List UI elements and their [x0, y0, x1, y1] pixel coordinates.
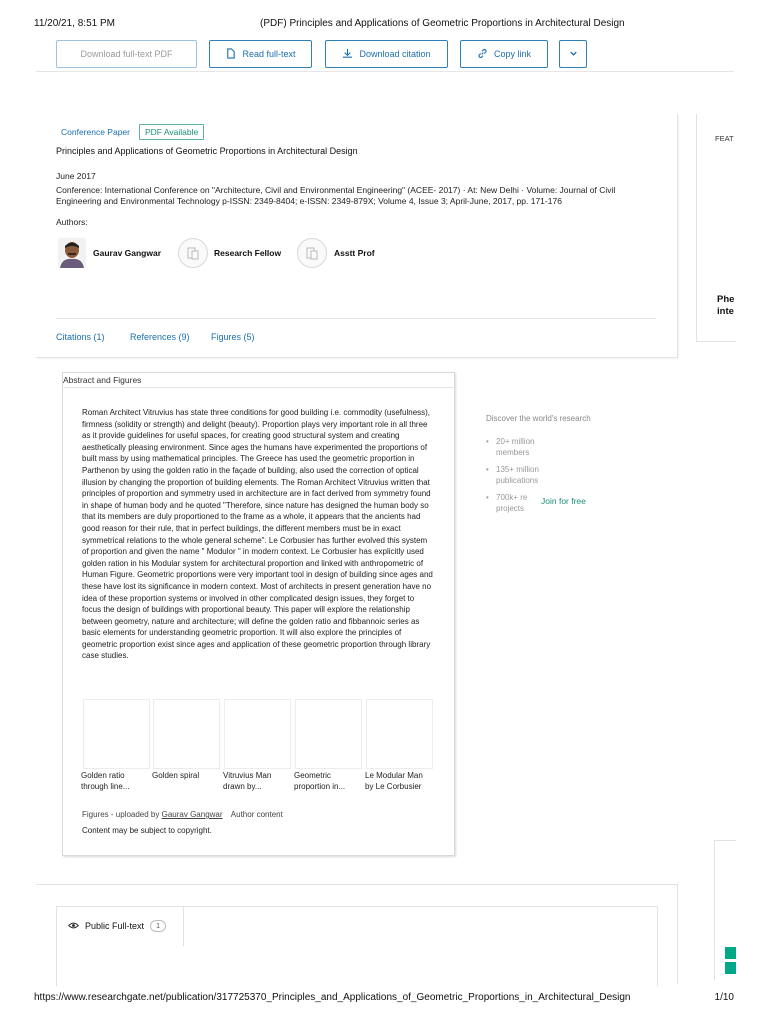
figure-thumbnail-1[interactable]: [83, 699, 150, 769]
figure-thumbnail-5[interactable]: [366, 699, 433, 769]
conference-paper-tag[interactable]: Conference Paper: [61, 127, 130, 137]
card-divider: [56, 318, 656, 319]
author-placeholder-icon[interactable]: [297, 238, 327, 268]
more-actions-button[interactable]: [559, 40, 587, 68]
tab-citations[interactable]: Citations (1): [56, 332, 105, 342]
figure-thumbnail-3[interactable]: [224, 699, 291, 769]
stat-projects: 700k+ re projects: [496, 493, 528, 513]
featured-side-panel: [696, 114, 736, 342]
print-header: [34, 18, 734, 32]
publication-title: Principles and Applications of Geometric Proportions in Architectural Design: [56, 146, 358, 156]
print-page-indicator: 1/10: [714, 992, 734, 1003]
author-name-2[interactable]: Research Fellow: [214, 248, 282, 258]
print-footer: [34, 992, 734, 1006]
featured-heading[interactable]: [717, 294, 734, 318]
publication-date: June 2017: [56, 171, 96, 181]
pdf-available-tag: PDF Available: [139, 124, 204, 140]
abstract-text: Roman Architect Vitruvius has state three conditions for good building i.e. commodity (usefulness), firmness (solidity or strength) and delight (beauty). Proportion plays very important role in all three as it provide guidelines for useful spaces, for creating good structural system and creating aesthetically pleasing environment. Since ages the humans have experimented the proportions of built mass by using mathematical principles. The Greece has used the geometric proportion in Parthenon by using the golden ratio in the façade of building, also used the correction of optical illusion by changing the proportion of building elements. The Roman Architect Vitruvius written that principles of proportion and symmetry used in architecture are in fact derived from symmetry found in shape of human body and he quoted "Therefore, since nature has designed the human body so that its members are duly proportioned to the frame as a whole, it appears that the ancients had good reason for their rule, that in perfect buildings, the different members must be in exact symmetrical relations to the whole general scheme". Le Corbusier has further evolved this system of proportion and given the name " Modulor " in modern context. Le Corbusier has explicitly used golden ration in his Modular system for architectural proportion and linked with anthropometric of Human Figure. Geometric proportions were very important tool in design of building since ages and these have lost its significance in modern context. Most of architects in present generation have no idea of these proportion systems or involved in other complicated design issues, they forget to focus the design of buildings with proportional beauty. This paper will explore the relationship between geometry, nature and architecture; will define the golden ratio and fibbannoic series as basic elements for understanding geometric proportion. It will also explore the principles of geometric proportion exist since ages and application of these geometric proportion through library case studies.: [82, 408, 433, 661]
accent-block: [725, 947, 736, 959]
download-pdf-label: Download full-text PDF: [80, 49, 173, 59]
eye-icon: [68, 921, 79, 932]
author-avatar[interactable]: [58, 238, 86, 268]
figure-thumbnail-2[interactable]: [153, 699, 220, 769]
author-placeholder-icon[interactable]: [178, 238, 208, 268]
print-datetime: 11/20/21, 8:51 PM: [34, 18, 115, 29]
figure-thumbnail-4[interactable]: [295, 699, 362, 769]
read-fulltext-button[interactable]: [209, 40, 312, 68]
bullet-icon: •: [486, 493, 489, 502]
figures-credit: [82, 810, 283, 819]
bullet-icon: •: [486, 465, 489, 474]
fulltext-count-badge: 1: [150, 920, 166, 932]
right-side-stub: [714, 840, 736, 980]
uploader-link[interactable]: Gaurav Gangwar: [161, 810, 223, 819]
print-document-title: (PDF) Principles and Applications of Geometric Proportions in Architectural Design: [260, 18, 625, 29]
figure-caption-4[interactable]: Geometric proportion in...: [294, 771, 346, 791]
author-name-3[interactable]: Asstt Prof: [334, 248, 375, 258]
join-for-free-link[interactable]: Join for free: [541, 496, 586, 506]
public-fulltext-label: Public Full-text: [85, 921, 145, 931]
discover-heading: Discover the world's research: [486, 414, 591, 423]
figure-caption-5[interactable]: Le Modular Man by Le Corbusier: [365, 771, 423, 791]
figures-credit-prefix: Figures - uploaded by: [82, 810, 160, 819]
download-citation-label: Download citation: [359, 49, 431, 59]
print-url: https://www.researchgate.net/publication/317725370_Principles_and_Applications_of_Geometric_Proportions_in_Architectural_Design: [34, 992, 631, 1003]
document-icon: [225, 48, 236, 61]
download-icon: [342, 48, 353, 61]
figure-caption-2[interactable]: Golden spiral: [152, 771, 200, 780]
link-icon: [477, 48, 488, 61]
abstract-heading: Abstract and Figures: [63, 375, 142, 385]
copyright-notice: Content may be subject to copyright.: [82, 826, 212, 835]
author-content-label: Author content: [230, 810, 283, 819]
stat-publications: 135+ million publications: [496, 465, 539, 485]
author-name-1[interactable]: Gaurav Gangwar: [93, 248, 162, 258]
copy-link-button[interactable]: [460, 40, 548, 68]
stat-members: 20+ million members: [496, 437, 535, 457]
featured-heading-line1: Phe: [717, 294, 735, 305]
tab-figures[interactable]: Figures (5): [211, 332, 255, 342]
copy-link-label: Copy link: [493, 49, 531, 59]
figure-caption-3[interactable]: Vitruvius Man drawn by...: [223, 771, 272, 791]
download-pdf-button[interactable]: [56, 40, 197, 68]
bullet-icon: •: [486, 437, 489, 446]
conference-info: Conference: International Conference on "Architecture, Civil and Environmental Engineering" (ACEE- 2017) · At: New Delhi · Volume: Journal of Civil Engineering and Environmental Technology p-ISSN: 2349-8404; e-ISSN: 2349-879X; Volume 4, Issue 3; April-June, 2017, pp. 171-176: [56, 185, 616, 206]
toolbar-divider: [36, 71, 734, 72]
read-fulltext-label: Read full-text: [242, 49, 296, 59]
tab-references[interactable]: References (9): [130, 332, 190, 342]
public-fulltext-tab[interactable]: [56, 906, 184, 946]
accent-block: [725, 962, 736, 974]
figure-caption-1[interactable]: Golden ratio through line...: [81, 771, 130, 791]
chevron-down-icon: [568, 48, 579, 61]
abstract-heading-divider: [62, 387, 455, 388]
featured-label: FEAT: [715, 134, 734, 143]
featured-heading-line2: inte: [717, 306, 734, 317]
authors-label: Authors:: [56, 217, 88, 227]
download-citation-button[interactable]: [325, 40, 448, 68]
